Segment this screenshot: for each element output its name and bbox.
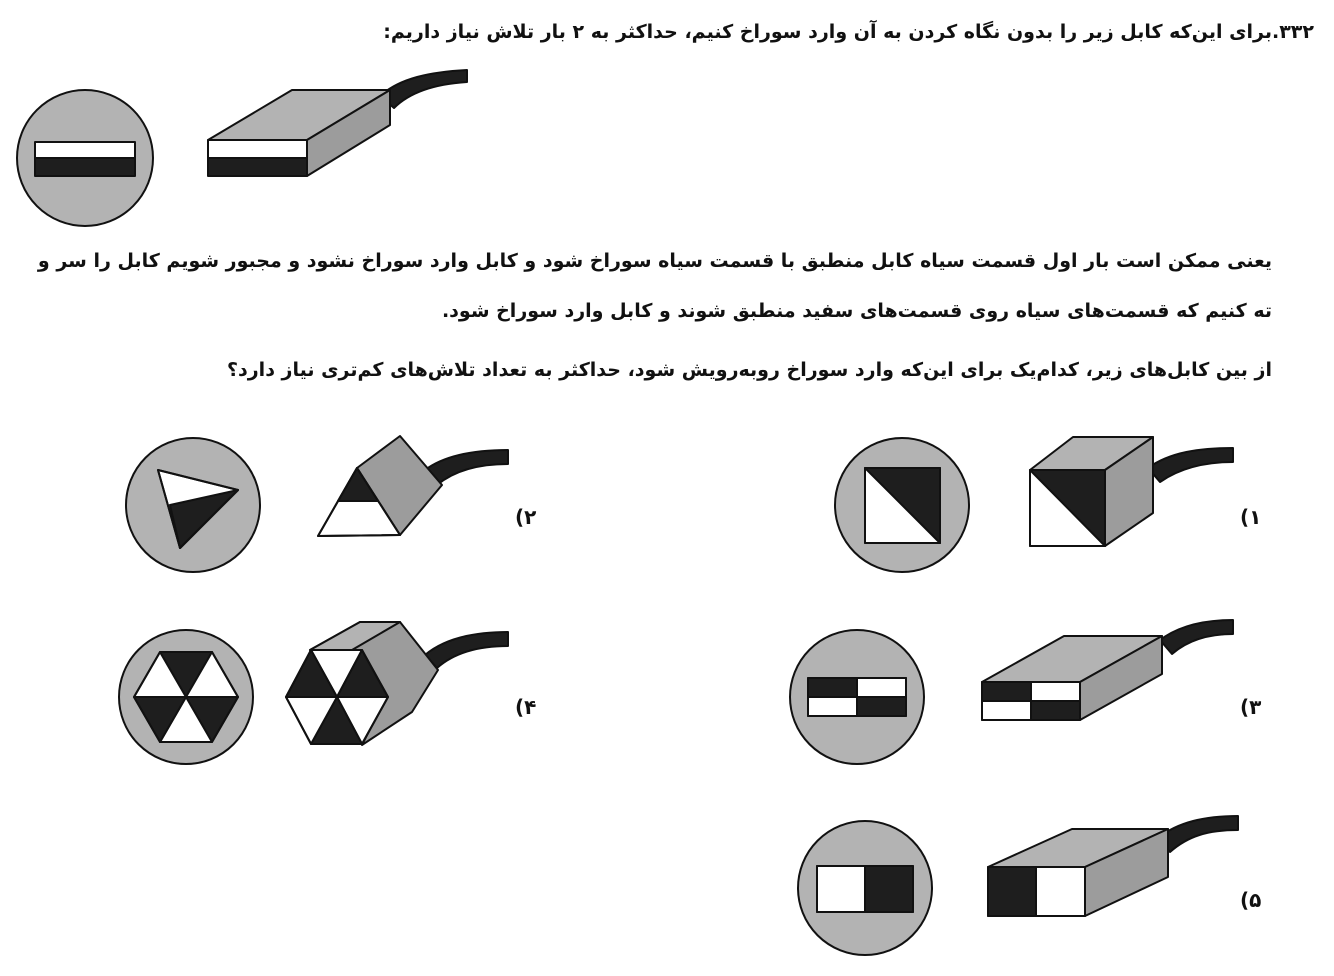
option-2-label[interactable]: ۲): [515, 505, 537, 529]
option-1-figure[interactable]: [835, 437, 1233, 572]
option-5-socket: [798, 821, 932, 955]
option-2-figure[interactable]: [126, 436, 508, 572]
option-3-socket: [790, 630, 924, 764]
explanation-line-1: یعنی ممکن است بار اول قسمت سیاه کابل منطبق با قسمت سیاه سوراخ شود و کابل وارد سوراخ نشود و مجبور شویم کابل را سر و: [37, 250, 1272, 272]
option-1-socket: [835, 438, 969, 572]
option-4-figure[interactable]: [119, 622, 508, 764]
question-title: ۳۳۲.برای این‌که کابل زیر را بدون نگاه کردن به آن وارد سوراخ کنیم، حداکثر به ۲ بار تلاش نیاز داریم:: [383, 21, 1314, 43]
option-2-cable: [318, 436, 508, 536]
option-4-label[interactable]: ۴): [515, 695, 537, 719]
option-5-figure[interactable]: [798, 816, 1238, 955]
option-4-socket: [119, 630, 253, 764]
option-4-cable: [286, 622, 508, 745]
option-3-cable: [982, 620, 1233, 720]
option-1-cable: [1030, 437, 1233, 546]
option-3-label[interactable]: ۳): [1240, 695, 1262, 719]
option-5-cable: [988, 816, 1238, 916]
option-3-figure[interactable]: [790, 620, 1233, 764]
option-5-label[interactable]: ۵): [1240, 888, 1262, 912]
example-cable: [208, 70, 467, 176]
option-2-socket: [126, 438, 260, 572]
question-prompt: از بین کابل‌های زیر، کدام‌یک برای این‌که وارد سوراخ روبه‌رویش شود، حداکثر به تعداد تلاش‌های کم‌تری نیاز دارد؟: [226, 359, 1272, 381]
explanation-line-2: ته کنیم که قسمت‌های سیاه روی قسمت‌های سفید منطبق شوند و کابل وارد سوراخ شود.: [441, 300, 1272, 322]
example-socket: [17, 90, 153, 226]
example-figure: [17, 70, 467, 226]
option-1-label[interactable]: ۱): [1240, 505, 1262, 529]
